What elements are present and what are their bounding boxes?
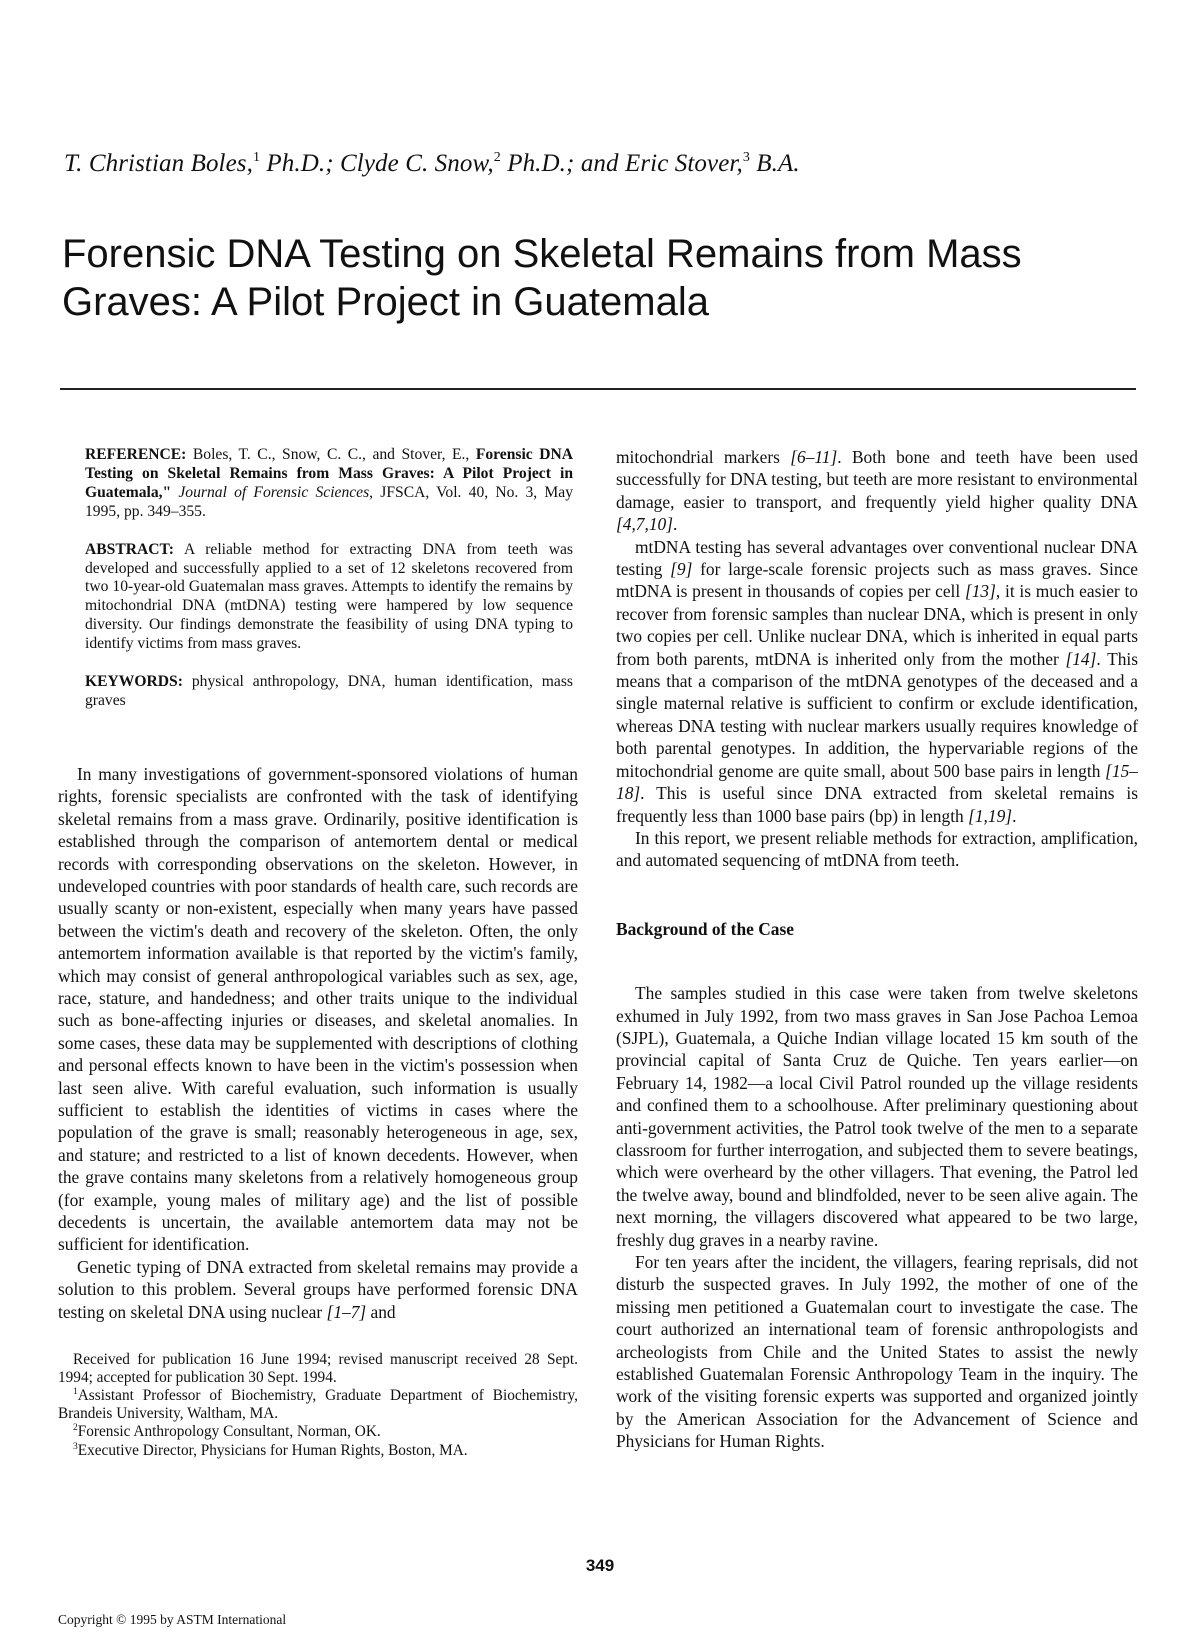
author-name: and Eric Stover, xyxy=(574,150,743,177)
footnotes xyxy=(58,1351,578,1460)
footnote-text: Assistant Professor of Biochemistry, Graduate Department of Biochemistry, Brandeis University, Waltham, MA. xyxy=(58,1387,578,1423)
footnote xyxy=(58,1423,578,1441)
keywords-paragraph xyxy=(85,673,573,711)
author-name: Clyde C. Snow, xyxy=(333,150,494,177)
body-paragraph: For ten years after the incident, the villagers, fearing reprisals, did not disturb the suspected graves. In July 1992, the mother of one of the missing men petitioned a Guatemalan court to investigate the case. The court authorized an international team of forensic anthropologists and archeologists from Chile and the United States to assist the newly established Guatemalan Forensic Anthropology Team in the inquiry. The work of the visiting forensic experts was supported and organized jointly by the American Association for the Advancement of Science and Physicians for Human Rights. xyxy=(616,1252,1138,1452)
abstract-paragraph xyxy=(85,541,573,654)
page-number: 349 xyxy=(585,1556,615,1575)
left-column xyxy=(58,446,578,1460)
citation: [1,19] xyxy=(968,805,1013,826)
footnote-text: Forensic Anthropology Consultant, Norman, OK. xyxy=(77,1423,381,1441)
text-run: Genetic typing of DNA extracted from skeletal remains may provide a solution to this problem. Several groups have performed forensic DNA testing on skeletal DNA using nuclear xyxy=(58,1256,578,1322)
footnote xyxy=(58,1387,578,1423)
paper-title: Forensic DNA Testing on Skeletal Remains from Mass Graves: A Pilot Project in Guatemala xyxy=(62,232,1022,324)
footnote xyxy=(58,1442,578,1460)
copyright-notice: Copyright © 1995 by ASTM International xyxy=(58,1612,287,1627)
affiliation-mark: 3 xyxy=(742,150,750,165)
body-paragraph: In this report, we present reliable methods for extraction, amplification, and automated sequencing of mtDNA from teeth. xyxy=(616,827,1138,871)
text-run: mtDNA testing has several advantages over conventional nuclear DNA testing xyxy=(616,536,1138,580)
citation: [9] xyxy=(670,559,693,580)
footnote-mark: 1 xyxy=(73,1387,78,1398)
front-matter xyxy=(85,446,573,711)
citation: [4,7,10] xyxy=(616,514,674,535)
citation: [6–11] xyxy=(790,447,838,467)
body-paragraph xyxy=(58,1256,578,1323)
footnote-mark: 2 xyxy=(73,1423,78,1434)
author-line xyxy=(64,150,1164,178)
reference-article-title: Forensic DNA Testing on Skeletal Remains from Mass Graves: A Pilot Project in Guatemala," xyxy=(85,446,574,501)
author-degree: B.A. xyxy=(749,150,800,177)
body-paragraph xyxy=(616,536,1138,827)
reference-journal: Journal of Forensic Sciences, xyxy=(171,483,374,501)
reference-label: REFERENCE: xyxy=(85,446,187,463)
citation: [14] xyxy=(1065,648,1097,669)
text-run: for large-scale forensic projects such as mass graves. Since mtDNA is present in thousands of copies per cell xyxy=(616,559,1138,602)
text-run: . Both bone and teeth have been used successfully for DNA testing, but teeth are more resistant to environmental damage, easier to transport, and frequently yield higher quality DNA xyxy=(616,447,1138,512)
reference-authors: Boles, T. C., Snow, C. C., and Stover, E., xyxy=(186,446,476,463)
footnote-text: Executive Director, Physicians for Human Rights, Boston, MA. xyxy=(77,1441,468,1459)
text-run: . xyxy=(1012,805,1017,826)
citation: [13] xyxy=(964,581,996,602)
body-paragraph: In many investigations of government-sponsored violations of human rights, forensic specialists are confronted with the task of identifying skeletal remains from a mass grave. Ordinarily, positive identification is established through the comparison of antemortem dental or medical records with corresponding observations on the skeleton. However, in undeveloped countries with poor standards of health care, such records are usually scanty or non-existent, especially when many years have passed between the victim's death and recovery of the skeleton. Often, the only antemortem information available is that reported by the victim's family, which may consist of general anthropological variables such as sex, age, race, stature, and handedness; and other traits unique to the individual such as bone-affecting injuries or diseases, and skeletal anomalies. In some cases, these data may be supplemented with descriptions of clothing and personal effects known to have been in the victim's possession when last seen alive. With careful evaluation, such information is usually sufficient to establish the identities of victims in cases where the population of the grave is small; reasonably heterogeneous in age, sex, and stature; and restricted to a list of known decedents. However, when the grave contains many skeletons from a relatively homogeneous group (for example, young males of military age) and the list of possible decedents is uncertain, the available antemortem data may not be sufficient for identification. xyxy=(58,763,578,1255)
author-name: T. Christian Boles, xyxy=(64,150,253,177)
affiliation-mark: 2 xyxy=(493,150,501,165)
citation: [15–18] xyxy=(616,760,1138,804)
author-degree: Ph.D.; xyxy=(260,150,334,177)
section-heading: Background of the Case xyxy=(616,918,794,939)
text-run: mitochondrial markers xyxy=(616,447,791,467)
citation: [1–7] xyxy=(326,1301,367,1322)
keywords-label: KEYWORDS: xyxy=(85,673,183,691)
affiliation-mark: 1 xyxy=(252,150,261,165)
reference-paragraph xyxy=(85,446,573,522)
footnote-mark: 3 xyxy=(73,1441,78,1452)
text-run: . xyxy=(673,514,678,535)
text-run: , it is much easier to recover from forensic samples than nuclear DNA, which is present in only two copies per cell. Unlike nuclear DNA, which is inherited in equal parts from both parents, mtDNA is inherited only from the mother xyxy=(616,581,1138,669)
keywords-text: physical anthropology, DNA, human identification, mass graves xyxy=(85,673,573,709)
title-divider xyxy=(60,388,1136,390)
left-body xyxy=(58,763,578,1323)
abstract-text: A reliable method for extracting DNA from teeth was developed and successfully applied to a set of 12 skeletons recovered from two 10-year-old Guatemalan mass graves. Attempts to identify the remains by mitochondrial DNA (mtDNA) testing were hampered by low sequence diversity. Our findings demonstrate the feasibility of using DNA typing to identify victims from mass graves. xyxy=(85,540,573,653)
reference-citation: JFSCA, Vol. 40, No. 3, May 1995, pp. 349–355. xyxy=(85,483,573,520)
author-degree: Ph.D.; xyxy=(500,150,575,177)
body-paragraph: The samples studied in this case were taken from twelve skeletons exhumed in July 1992, from two mass graves in San Jose Pachoa Lemoa (SJPL), Guatemala, a Quiche Indian village located 15 km south of the provincial capital of Santa Cruz de Quiche. Ten years earlier—on February 14, 1982—a local Civil Patrol rounded up the village residents and confined them to a schoolhouse. After preliminary questioning about anti-government activities, the Patrol took twelve of the men to a separate classroom for further interrogation, and subjected them to severe beatings, which were overheard by the other villagers. That evening, the Patrol led the twelve away, bound and blindfolded, never to be seen alive again. The next morning, the villagers discovered what appeared to be two large, freshly dug graves in a nearby ravine. xyxy=(616,983,1138,1250)
body-paragraph xyxy=(616,446,1138,536)
text-run: and xyxy=(366,1301,396,1322)
received-note: Received for publication 16 June 1994; revised manuscript received 28 Sept. 1994; accepted for publication 30 Sept. 1994. xyxy=(58,1351,578,1387)
text-run: . This is useful since DNA extracted from skeletal remains is frequently less than 1000 base pairs (bp) in length xyxy=(616,783,1138,826)
right-column xyxy=(616,446,1138,1453)
text-run: . This means that a comparison of the mtDNA genotypes of the deceased and a single maternal relative is sufficient to confirm or exclude identification, whereas DNA testing with nuclear markers usually requires knowledge of both parental genotypes. In addition, the hypervariable regions of the mitochondrial genome are quite small, about 500 base pairs in length xyxy=(616,648,1138,781)
abstract-label: ABSTRACT: xyxy=(85,540,174,558)
